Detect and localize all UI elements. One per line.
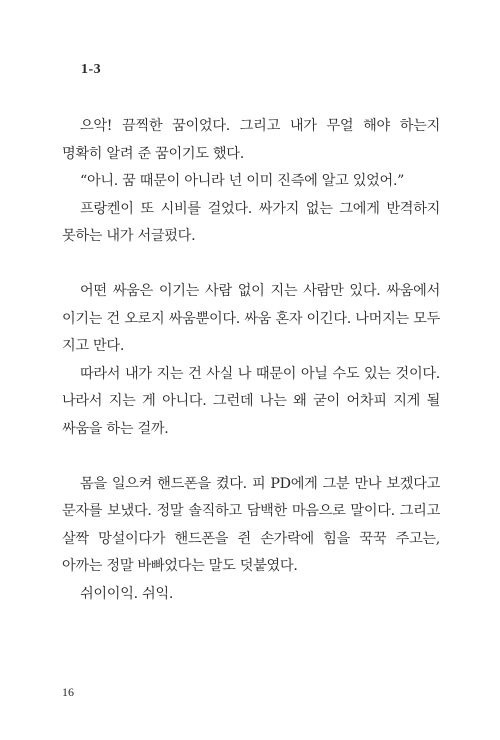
- paragraph: 어떤 싸움은 이기는 사람 없이 지는 사람만 있다. 싸움에서 이기는 건 오로지 싸움뿐이다. 싸움 혼자 이긴다. 나머지는 모두 지고 만다.: [62, 283, 440, 354]
- paragraph: 따라서 내가 지는 건 사실 나 때문이 아닐 수도 있는 것이다. 나라서 지는 게 아니다. 그런데 나는 왜 굳이 어차피 지게 될 싸움을 하는 걸까.: [62, 365, 440, 437]
- paragraph: 으악! 끔찍한 꿈이었다. 그리고 내가 무얼 해야 하는지 명확히 알려 준 꿈이기도 했다.: [62, 118, 440, 162]
- paragraph: “아니. 꿈 때문이 아니라 넌 이미 진즉에 알고 있었어.”: [80, 173, 405, 189]
- paragraph: 프랑켄이 또 시비를 걸었다. 싸가지 없는 그에게 반격하지 못하는 내가 서글펐다.: [62, 200, 440, 244]
- paragraph: 몸을 일으켜 핸드폰을 켰다. 피 PD에게 그분 만나 보겠다고 문자를 보냈다. 정말 솔직하고 담백한 마음으로 말이다. 그리고 살짝 망설이다가 핸드폰을 쥔 손가락에 힘을 꾹꾹 주고는, 아까는 정말 바빠었다는 말도 덧붙였다.: [62, 475, 440, 574]
- paragraph-gap: [62, 251, 440, 279]
- section-number: 1-3: [81, 62, 102, 77]
- paragraph: 쉬이이익. 쉬익.: [80, 585, 174, 602]
- paragraph-gap: [62, 443, 440, 471]
- page-number: 16: [62, 685, 74, 699]
- body-text: [62, 113, 440, 608]
